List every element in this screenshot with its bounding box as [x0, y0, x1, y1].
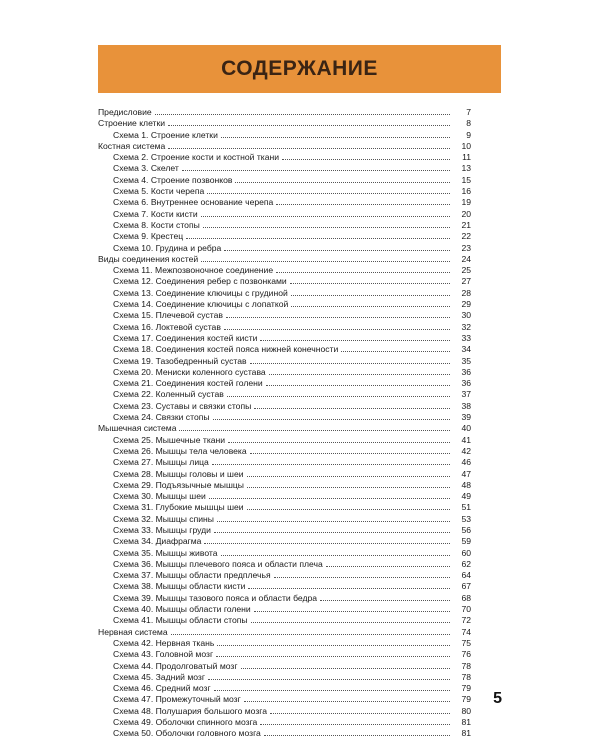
- toc-entry-scheme[interactable]: [98, 185, 471, 196]
- toc-dot-leader: [179, 422, 450, 431]
- toc-entry-scheme[interactable]: [98, 366, 471, 377]
- toc-entry-page: 38: [461, 400, 471, 411]
- toc-entry-scheme[interactable]: [98, 547, 471, 558]
- toc-dot-leader: [201, 253, 450, 262]
- toc-entry-scheme[interactable]: [98, 321, 471, 332]
- toc-entry-page: 80: [461, 705, 471, 716]
- toc-entry-title: Схема 32. Мышцы спины: [113, 513, 214, 524]
- toc-entry-page: 28: [461, 287, 471, 298]
- toc-entry-page: 78: [461, 671, 471, 682]
- toc-entry-title: Схема 48. Полушария большого мозга: [113, 705, 268, 716]
- toc-entry-page: 34: [461, 344, 471, 355]
- toc-entry-title: Схема 15. Плечевой сустав: [113, 310, 223, 321]
- toc-entry-scheme[interactable]: [98, 490, 471, 501]
- toc-entry-title: Схема 12. Соединения ребер с позвонками: [113, 276, 287, 287]
- toc-dot-leader: [320, 592, 450, 601]
- toc-dot-leader: [282, 151, 450, 160]
- toc-dot-leader: [155, 106, 450, 115]
- toc-entry-title: Схема 8. Кости стопы: [113, 219, 200, 230]
- toc-entry-page: 47: [461, 468, 471, 479]
- toc-entry-page: 29: [461, 299, 471, 310]
- toc-entry-page: 48: [461, 479, 471, 490]
- toc-dot-leader: [221, 547, 450, 556]
- toc-entry-page: 7: [466, 107, 471, 117]
- toc-entry-page: 59: [461, 536, 471, 547]
- toc-entry-page: 35: [461, 355, 471, 366]
- toc-dot-leader: [221, 129, 450, 138]
- toc-entry-scheme[interactable]: [98, 513, 471, 524]
- toc-dot-leader: [171, 626, 450, 635]
- toc-entry-scheme[interactable]: [98, 174, 471, 185]
- toc-dot-leader: [291, 298, 450, 307]
- toc-entry-page: 46: [461, 457, 471, 468]
- page-title: СОДЕРЖАНИЕ: [221, 57, 378, 80]
- toc-entry-title: Схема 7. Кости кисти: [113, 208, 198, 219]
- toc-entry-scheme[interactable]: [98, 230, 471, 241]
- toc-entry-scheme[interactable]: [98, 682, 471, 693]
- toc-entry-page: 33: [461, 332, 471, 343]
- toc-entry-title: Схема 14. Соединение ключицы с лопаткой: [113, 299, 289, 310]
- toc-entry-page: 40: [461, 423, 471, 434]
- toc-dot-leader: [217, 513, 450, 522]
- toc-entry-title: Схема 28. Мышцы головы и шеи: [113, 468, 244, 479]
- toc-entry-title: Схема 19. Тазобедренный сустав: [113, 355, 247, 366]
- toc-dot-leader: [241, 660, 450, 669]
- toc-entry-page: 56: [461, 524, 471, 535]
- toc-entry-title: Схема 13. Соединение ключицы с грудиной: [113, 287, 288, 298]
- toc-entry-title: Схема 11. Межпозвоночное соединение: [113, 265, 274, 276]
- toc-dot-leader: [266, 377, 450, 386]
- toc-entry-scheme[interactable]: [98, 388, 471, 399]
- toc-entry-page: 8: [466, 118, 471, 129]
- table-of-contents: [98, 106, 471, 739]
- toc-entry-page: 15: [461, 174, 471, 185]
- toc-entry-page: 49: [461, 491, 471, 502]
- toc-entry-title: Схема 9. Крестец: [113, 231, 184, 242]
- toc-entry-title: Схема 25. Мышечные ткани: [113, 434, 226, 445]
- toc-entry-section[interactable]: [98, 422, 471, 433]
- toc-entry-scheme[interactable]: [98, 162, 471, 173]
- toc-entry-title: Схема 1. Строение клетки: [113, 129, 218, 140]
- toc-entry-page: 51: [461, 502, 471, 513]
- toc-entry-title: Схема 4. Строение позвонков: [113, 174, 233, 185]
- toc-dot-leader: [270, 705, 450, 714]
- toc-entry-title: Схема 33. Мышцы груди: [113, 524, 211, 535]
- toc-entry-scheme[interactable]: [98, 434, 471, 445]
- toc-entry-page: 81: [461, 728, 471, 739]
- toc-dot-leader: [276, 196, 450, 205]
- toc-entry-page: 76: [461, 649, 471, 660]
- toc-entry-title: Схема 31. Глубокие мышцы шеи: [113, 502, 244, 513]
- toc-entry-section[interactable]: [98, 106, 471, 117]
- toc-entry-title: Схема 24. Связки стопы: [113, 412, 210, 423]
- toc-entry-scheme[interactable]: [98, 343, 471, 354]
- toc-entry-scheme[interactable]: [98, 614, 471, 625]
- toc-dot-leader: [235, 174, 450, 183]
- toc-entry-scheme[interactable]: [98, 355, 471, 366]
- toc-entry-page: 16: [461, 186, 471, 197]
- toc-dot-leader: [209, 490, 450, 499]
- toc-entry-page: 81: [461, 717, 471, 728]
- toc-dot-leader: [247, 479, 450, 488]
- toc-dot-leader: [244, 693, 450, 702]
- toc-entry-scheme[interactable]: [98, 716, 471, 727]
- toc-dot-leader: [250, 445, 450, 454]
- toc-entry-page: 20: [461, 208, 471, 219]
- toc-entry-page: 32: [461, 321, 471, 332]
- toc-entry-scheme[interactable]: [98, 377, 471, 388]
- toc-dot-leader: [341, 343, 450, 352]
- toc-entry-title: Схема 45. Задний мозг: [113, 671, 205, 682]
- toc-dot-leader: [168, 140, 450, 149]
- toc-dot-leader: [276, 264, 450, 273]
- toc-entry-page: 27: [461, 276, 471, 287]
- toc-entry-title: Схема 27. Мышцы лица: [113, 457, 209, 468]
- toc-entry-page: 72: [461, 615, 471, 626]
- toc-entry-title: Схема 20. Мениски коленного сустава: [113, 366, 266, 377]
- toc-dot-leader: [213, 411, 450, 420]
- toc-entry-title: Предисловие: [98, 107, 152, 117]
- toc-entry-scheme[interactable]: [98, 479, 471, 490]
- toc-dot-leader: [260, 716, 450, 725]
- toc-entry-page: 37: [461, 389, 471, 400]
- toc-entry-title: Схема 18. Соединения костей пояса нижней конечности: [113, 344, 339, 355]
- toc-dot-leader: [207, 185, 450, 194]
- toc-entry-title: Схема 10. Грудина и ребра: [113, 242, 222, 253]
- toc-entry-page: 53: [461, 513, 471, 524]
- toc-dot-leader: [217, 637, 450, 646]
- toc-entry-title: Схема 37. Мышцы области предплечья: [113, 570, 271, 581]
- toc-entry-title: Схема 44. Продолговатый мозг: [113, 660, 238, 671]
- toc-dot-leader: [168, 117, 450, 126]
- toc-entry-scheme[interactable]: [98, 524, 471, 535]
- toc-dot-leader: [250, 355, 450, 364]
- toc-entry-page: 10: [461, 140, 471, 151]
- toc-entry-scheme[interactable]: [98, 660, 471, 671]
- toc-dot-leader: [182, 162, 450, 171]
- toc-entry-page: 22: [461, 231, 471, 242]
- toc-entry-scheme[interactable]: [98, 309, 471, 320]
- toc-entry-page: 60: [461, 547, 471, 558]
- toc-entry-page: 23: [461, 242, 471, 253]
- toc-entry-scheme[interactable]: [98, 298, 471, 309]
- toc-entry-title: Схема 43. Головной мозг: [113, 649, 214, 660]
- toc-entry-scheme[interactable]: [98, 332, 471, 343]
- toc-entry-scheme[interactable]: [98, 693, 471, 704]
- toc-entry-scheme[interactable]: [98, 400, 471, 411]
- toc-dot-leader: [212, 456, 450, 465]
- toc-entry-page: 36: [461, 378, 471, 389]
- toc-entry-title: Схема 16. Локтевой сустав: [113, 321, 221, 332]
- toc-entry-title: Нервная система: [98, 626, 168, 637]
- toc-entry-page: 36: [461, 366, 471, 377]
- toc-dot-leader: [274, 569, 450, 578]
- toc-dot-leader: [224, 321, 450, 330]
- toc-entry-scheme[interactable]: [98, 727, 471, 738]
- toc-entry-title: Схема 3. Скелет: [113, 163, 179, 174]
- toc-entry-scheme[interactable]: [98, 535, 471, 546]
- toc-entry-page: 64: [461, 570, 471, 581]
- toc-dot-leader: [228, 434, 450, 443]
- toc-entry-page: 79: [461, 683, 471, 694]
- toc-entry-scheme[interactable]: [98, 275, 471, 286]
- toc-entry-page: 68: [461, 592, 471, 603]
- toc-dot-leader: [247, 501, 450, 510]
- toc-entry-scheme[interactable]: [98, 264, 471, 275]
- toc-entry-page: 9: [466, 129, 471, 140]
- toc-entry-scheme[interactable]: [98, 468, 471, 479]
- toc-entry-scheme[interactable]: [98, 580, 471, 591]
- toc-entry-section[interactable]: [98, 140, 471, 151]
- toc-entry-page: 79: [461, 694, 471, 705]
- toc-dot-leader: [251, 614, 450, 623]
- toc-entry-scheme[interactable]: [98, 558, 471, 569]
- toc-entry-page: 70: [461, 604, 471, 615]
- toc-entry-page: 78: [461, 660, 471, 671]
- toc-dot-leader: [226, 309, 450, 318]
- toc-entry-scheme[interactable]: [98, 456, 471, 467]
- toc-entry-title: Схема 40. Мышцы области голени: [113, 604, 251, 615]
- toc-entry-page: 13: [461, 163, 471, 174]
- header-banner: [98, 45, 501, 93]
- toc-entry-scheme[interactable]: [98, 151, 471, 162]
- toc-entry-scheme[interactable]: [98, 637, 471, 648]
- toc-entry-page: 67: [461, 581, 471, 592]
- toc-entry-page: 74: [461, 626, 471, 637]
- toc-entry-title: Схема 21. Соединения костей голени: [113, 378, 263, 389]
- toc-dot-leader: [247, 468, 450, 477]
- toc-dot-leader: [290, 275, 450, 284]
- toc-entry-page: 19: [461, 197, 471, 208]
- toc-entry-title: Строение клетки: [98, 118, 166, 129]
- toc-entry-scheme[interactable]: [98, 242, 471, 253]
- toc-entry-title: Схема 29. Подъязычные мышцы: [113, 479, 244, 490]
- toc-dot-leader: [216, 648, 450, 657]
- toc-entry-page: 25: [461, 265, 471, 276]
- toc-entry-title: Схема 42. Нервная ткань: [113, 637, 215, 648]
- toc-entry-scheme[interactable]: [98, 129, 471, 140]
- toc-dot-leader: [291, 287, 450, 296]
- toc-entry-page: 21: [461, 219, 471, 230]
- toc-entry-title: Схема 47. Промежуточный мозг: [113, 694, 241, 705]
- toc-entry-scheme[interactable]: [98, 705, 471, 716]
- toc-entry-scheme[interactable]: [98, 411, 471, 422]
- toc-entry-title: Схема 46. Средний мозг: [113, 683, 211, 694]
- toc-dot-leader: [214, 682, 450, 691]
- toc-entry-title: Схема 30. Мышцы шеи: [113, 491, 206, 502]
- toc-entry-section[interactable]: [98, 253, 471, 264]
- toc-entry-scheme[interactable]: [98, 603, 471, 614]
- toc-entry-title: Схема 36. Мышцы плечевого пояса и области плеча: [113, 558, 323, 569]
- toc-entry-page: 42: [461, 445, 471, 456]
- toc-dot-leader: [186, 230, 450, 239]
- toc-entry-page: 41: [461, 434, 471, 445]
- toc-entry-title: Схема 39. Мышцы тазового пояса и области бедра: [113, 592, 318, 603]
- toc-entry-scheme[interactable]: [98, 648, 471, 659]
- toc-entry-title: Схема 34. Диафрагма: [113, 536, 202, 547]
- toc-entry-page: 30: [461, 310, 471, 321]
- toc-entry-title: Схема 6. Внутреннее основание черепа: [113, 197, 274, 208]
- toc-dot-leader: [248, 580, 450, 589]
- toc-entry-scheme[interactable]: [98, 501, 471, 512]
- toc-entry-title: Схема 26. Мышцы тела человека: [113, 445, 247, 456]
- toc-entry-title: Виды соединения костей: [98, 253, 199, 264]
- toc-entry-scheme[interactable]: [98, 287, 471, 298]
- toc-dot-leader: [214, 524, 450, 533]
- toc-entry-title: Схема 35. Мышцы живота: [113, 547, 218, 558]
- toc-entry-page: 75: [461, 637, 471, 648]
- toc-dot-leader: [326, 558, 450, 567]
- toc-entry-scheme[interactable]: [98, 671, 471, 682]
- toc-entry-scheme[interactable]: [98, 219, 471, 230]
- toc-entry-scheme[interactable]: [98, 592, 471, 603]
- toc-entry-page: 24: [461, 253, 471, 264]
- toc-entry-section[interactable]: [98, 626, 471, 637]
- toc-dot-leader: [260, 332, 450, 341]
- toc-dot-leader: [208, 671, 450, 680]
- toc-entry-title: Костная система: [98, 140, 166, 151]
- toc-entry-section[interactable]: [98, 117, 471, 128]
- toc-dot-leader: [204, 535, 450, 544]
- toc-dot-leader: [201, 208, 450, 217]
- toc-dot-leader: [264, 727, 450, 736]
- toc-entry-scheme[interactable]: [98, 445, 471, 456]
- toc-entry-title: Мышечная система: [98, 423, 177, 434]
- toc-dot-leader: [203, 219, 450, 228]
- toc-entry-title: Схема 38. Мышцы области кисти: [113, 581, 246, 592]
- toc-entry-title: Схема 50. Оболочки головного мозга: [113, 728, 261, 739]
- toc-entry-title: Схема 22. Коленный сустав: [113, 389, 224, 400]
- toc-entry-scheme[interactable]: [98, 196, 471, 207]
- toc-entry-title: Схема 5. Кости черепа: [113, 186, 205, 197]
- toc-dot-leader: [227, 388, 450, 397]
- page-number: 5: [493, 690, 502, 707]
- toc-entry-page: 62: [461, 558, 471, 569]
- toc-entry-page: 39: [461, 412, 471, 423]
- toc-entry-scheme[interactable]: [98, 569, 471, 580]
- toc-entry-title: Схема 2. Строение кости и костной ткани: [113, 152, 280, 163]
- toc-dot-leader: [254, 400, 450, 409]
- toc-entry-title: Схема 49. Оболочки спинного мозга: [113, 717, 258, 728]
- toc-dot-leader: [254, 603, 450, 612]
- toc-entry-title: Схема 23. Суставы и связки стопы: [113, 400, 252, 411]
- toc-dot-leader: [224, 242, 450, 251]
- toc-dot-leader: [269, 366, 450, 375]
- toc-entry-title: Схема 41. Мышцы области стопы: [113, 615, 248, 626]
- toc-entry-title: Схема 17. Соединения костей кисти: [113, 332, 258, 343]
- toc-entry-scheme[interactable]: [98, 208, 471, 219]
- toc-entry-page: 11: [462, 152, 471, 163]
